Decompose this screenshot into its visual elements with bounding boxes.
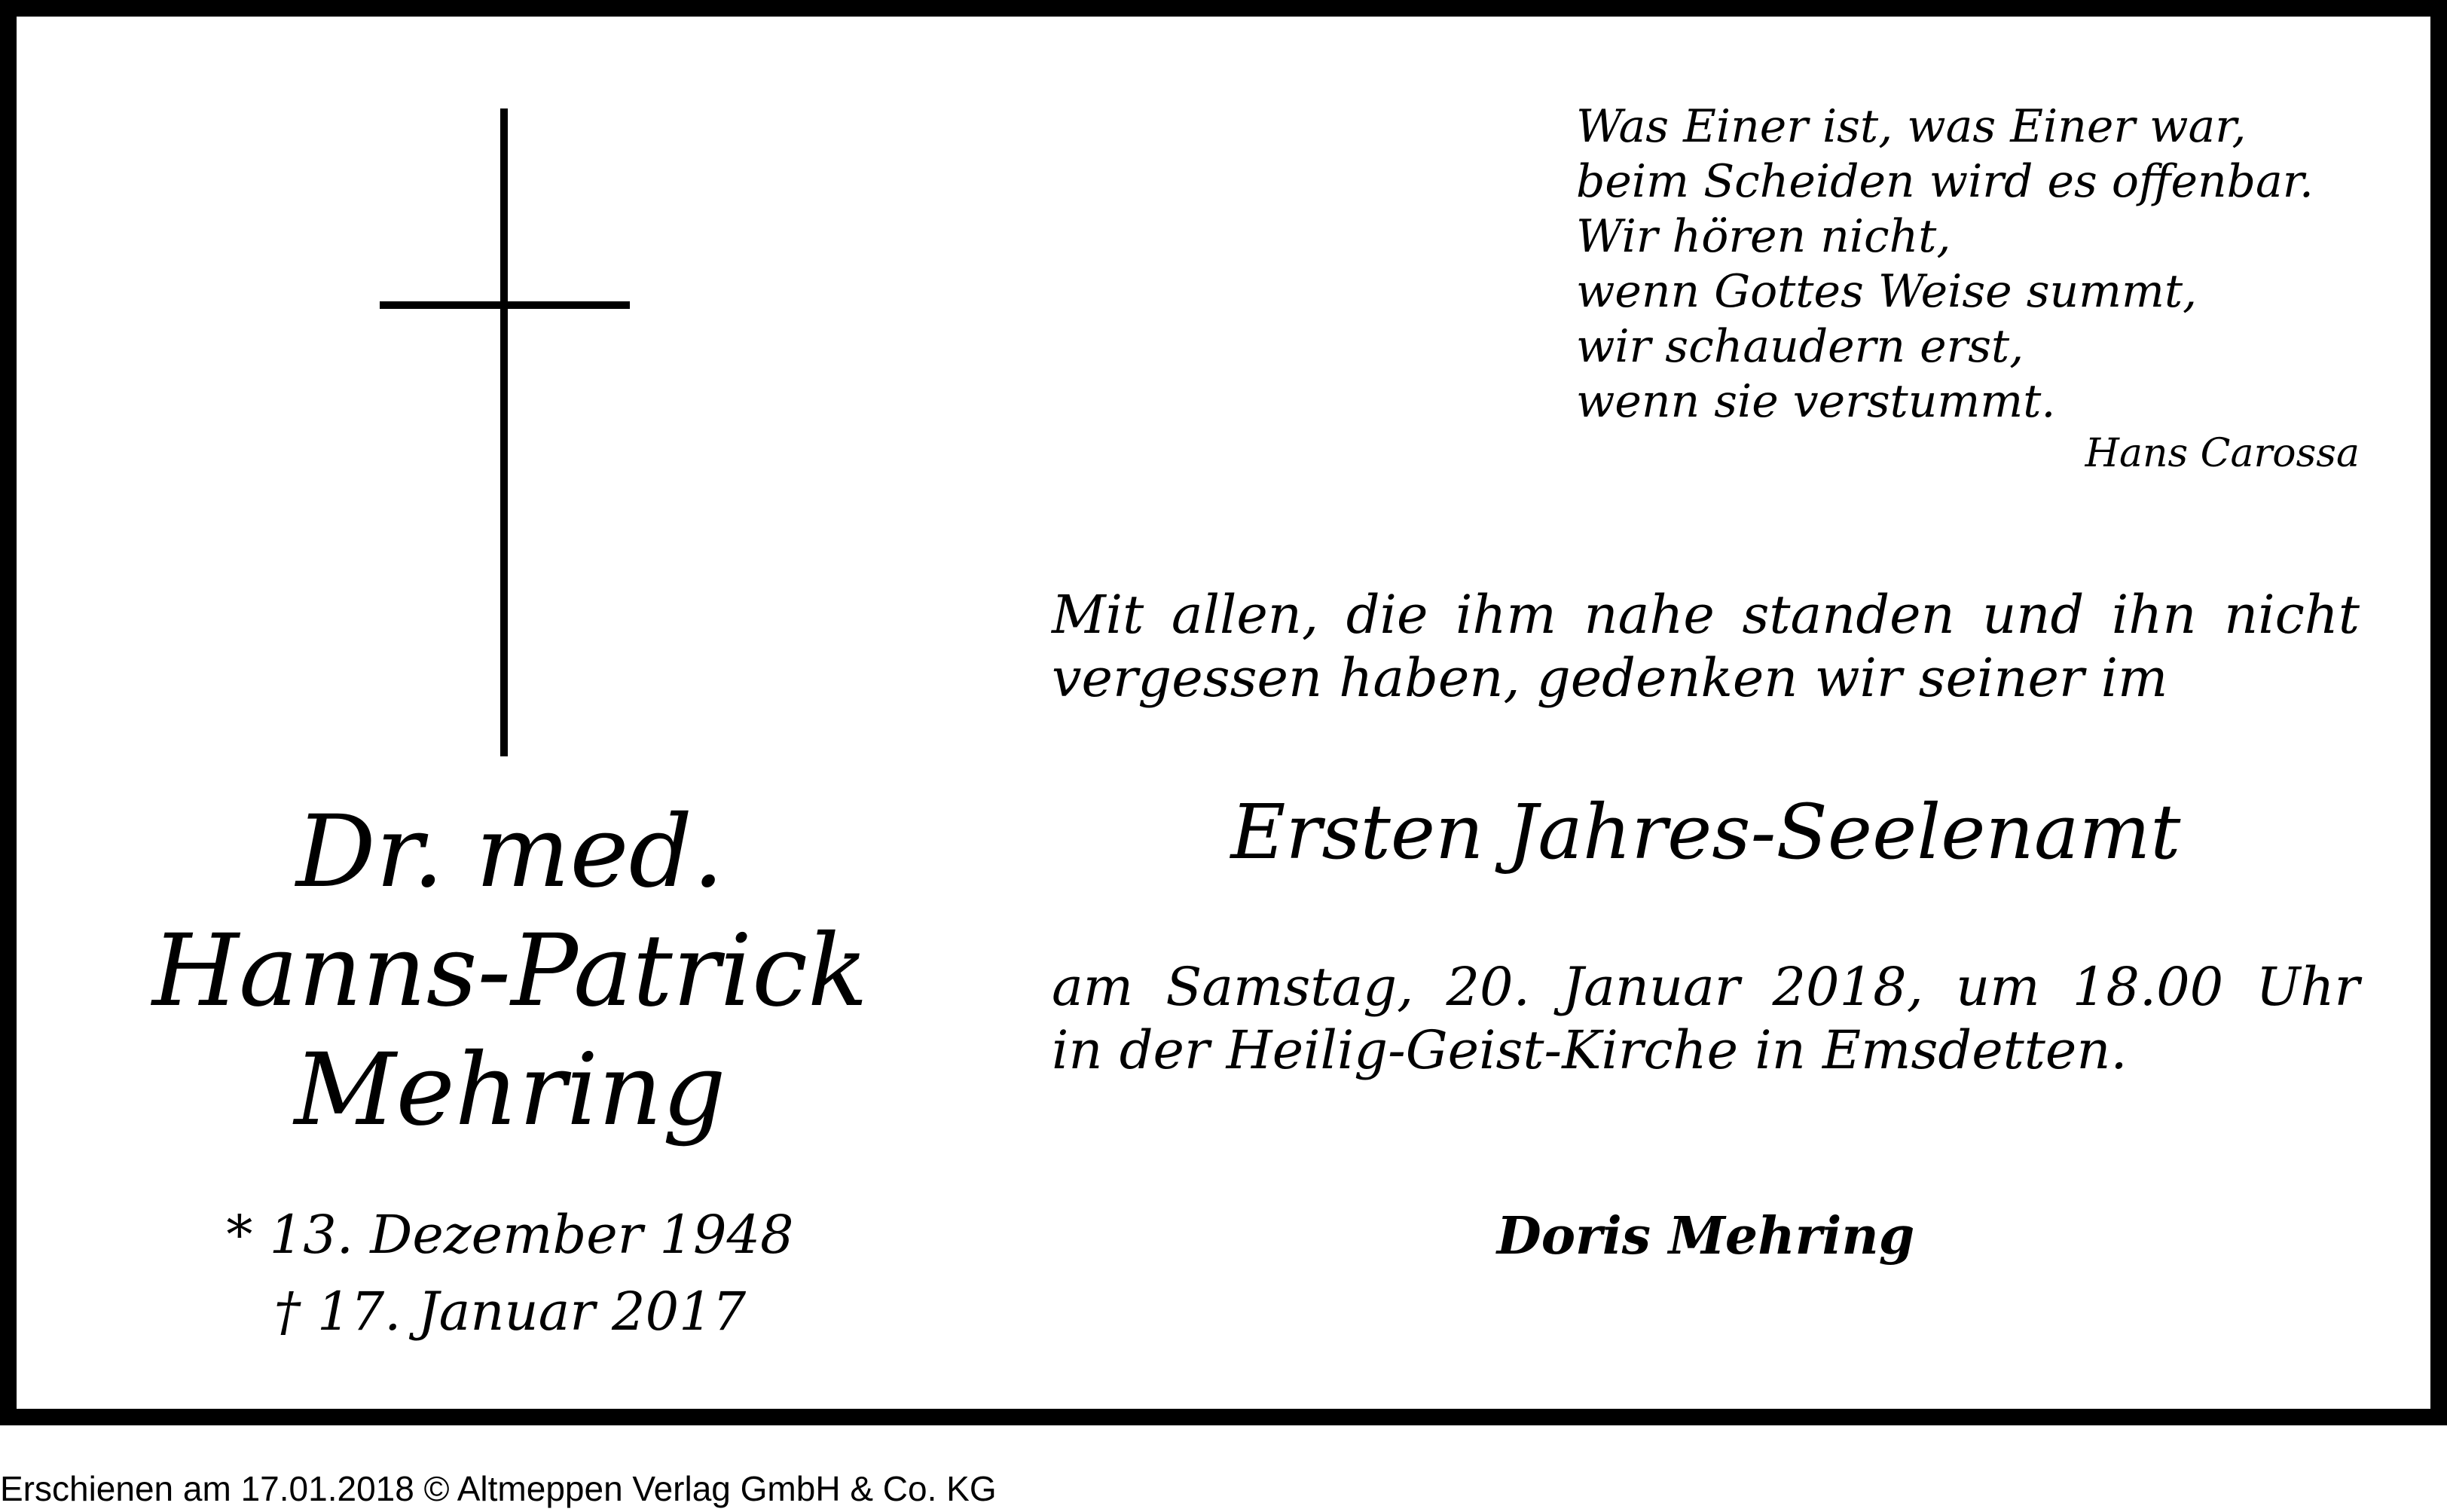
deceased-family-name: Mehring: [294, 1032, 726, 1148]
memorial-line: vergessen haben, gedenken wir seiner im: [1052, 647, 2168, 709]
poem-line: wenn Gottes Weise summt,: [1576, 265, 2198, 318]
cross-icon-vertical-bar: [500, 108, 508, 756]
service-details: [1052, 955, 2360, 1082]
death-date: † 17. Januar 2017: [273, 1281, 747, 1342]
cross-icon-horizontal-bar: [380, 301, 630, 309]
life-dates: [62, 1196, 958, 1350]
deceased-name: [62, 793, 958, 1150]
poem-line: Was Einer ist, was Einer war,: [1576, 100, 2247, 153]
deceased-given-name: Hanns-Patrick: [151, 913, 869, 1029]
poem: [1576, 99, 2360, 429]
deceased-title: Dr. med.: [295, 794, 725, 910]
poem-line: beim Scheiden wird es offenbar.: [1576, 155, 2314, 208]
poem-line: Wir hören nicht,: [1576, 210, 1951, 263]
poem-author: Hans Carossa: [2085, 431, 2360, 476]
signature: Doris Mehring: [1496, 1206, 1915, 1266]
poem-line: wir schaudern erst,: [1576, 320, 2024, 373]
memorial-text: [1052, 583, 2360, 710]
service-line: am Samstag, 20. Januar 2018, um 18.00 Uhr: [1052, 956, 2360, 1018]
service-title: Ersten Jahres-Seelenamt: [1230, 788, 2181, 876]
memorial-line: Mit allen, die ihm nahe standen und ihn nicht: [1052, 584, 2360, 646]
publication-footer: Erschienen am 17.01.2018 © Altmeppen Verlag GmbH & Co. KG: [0, 1469, 997, 1508]
birth-date: * 13. Dezember 1948: [226, 1204, 794, 1266]
service-line: in der Heilig-Geist-Kirche in Emsdetten.: [1052, 1019, 2128, 1081]
poem-line: wenn sie verstummt.: [1576, 375, 2056, 428]
